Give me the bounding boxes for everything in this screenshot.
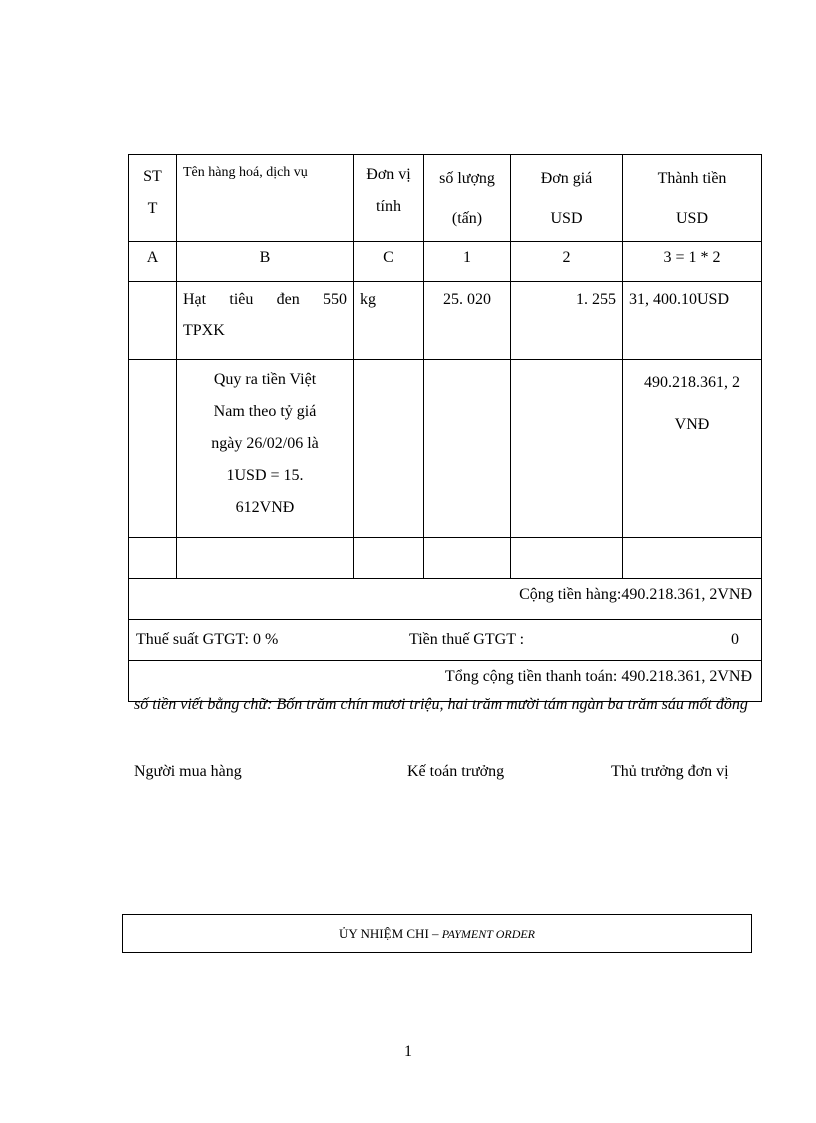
- index-b: B: [177, 242, 354, 282]
- header-name: Tên hàng hoá, dịch vụ: [177, 155, 354, 242]
- table-row: [129, 282, 762, 360]
- page-number: 1: [404, 1043, 412, 1060]
- header-price: Đơn giá USD: [511, 155, 623, 242]
- signature-head: Thủ trưởng đơn vị: [611, 763, 729, 780]
- payment-order-title: [122, 914, 752, 953]
- row-qty: 25. 020: [424, 282, 511, 360]
- row-price: [511, 360, 623, 538]
- tax-row: [129, 620, 762, 661]
- header-stt: ST T: [129, 155, 177, 242]
- row-price: 1. 255: [511, 282, 623, 360]
- row-unit: kg: [354, 282, 424, 360]
- header-unit: Đơn vị tính: [354, 155, 424, 242]
- empty-row: [129, 538, 762, 579]
- invoice-table: [128, 154, 762, 702]
- header-row: [129, 155, 762, 242]
- tax-amount-label: Tiền thuế GTGT :: [409, 631, 525, 648]
- row-qty: [424, 360, 511, 538]
- row-total: 31, 400.10USD: [623, 282, 762, 360]
- subtotal-row: [129, 579, 762, 620]
- index-2: 2: [511, 242, 623, 282]
- index-a: A: [129, 242, 177, 282]
- tax-rate: Thuế suất GTGT: 0 %: [136, 631, 279, 648]
- grand-total: Tổng cộng tiền thanh toán: 490.218.361, 2VNĐ: [129, 661, 762, 702]
- index-row: [129, 242, 762, 282]
- row-name: Quy ra tiền Việt Nam theo tỷ giá ngày 26/02/06 là 1USD = 15. 612VNĐ: [177, 360, 354, 538]
- row-stt: [129, 282, 177, 360]
- table-row: [129, 360, 762, 538]
- row-unit: [354, 360, 424, 538]
- row-total: 490.218.361, 2 VNĐ: [623, 360, 762, 538]
- subtotal: Cộng tiền hàng:490.218.361, 2VNĐ: [129, 579, 762, 620]
- header-qty: số lượng (tấn): [424, 155, 511, 242]
- index-1: 1: [424, 242, 511, 282]
- signature-accountant: Kế toán trưởng: [407, 763, 505, 780]
- index-3: 3 = 1 * 2: [623, 242, 762, 282]
- header-total: Thành tiền USD: [623, 155, 762, 242]
- amount-in-words: số tiền viết bằng chữ: Bốn trăm chín mươi triệu, hai trăm mười tám ngàn ba trăm sáu mốt đồng: [134, 696, 748, 713]
- index-c: C: [354, 242, 424, 282]
- signature-buyer: Người mua hàng: [134, 763, 242, 780]
- payment-order-en: PAYMENT ORDER: [441, 927, 536, 941]
- row-name: Hạt tiêu đen 550 TPXK: [177, 282, 354, 360]
- payment-order-vn: ỦY NHIỆM CHI –: [338, 926, 442, 941]
- tax-amount: 0: [731, 631, 739, 648]
- row-stt: [129, 360, 177, 538]
